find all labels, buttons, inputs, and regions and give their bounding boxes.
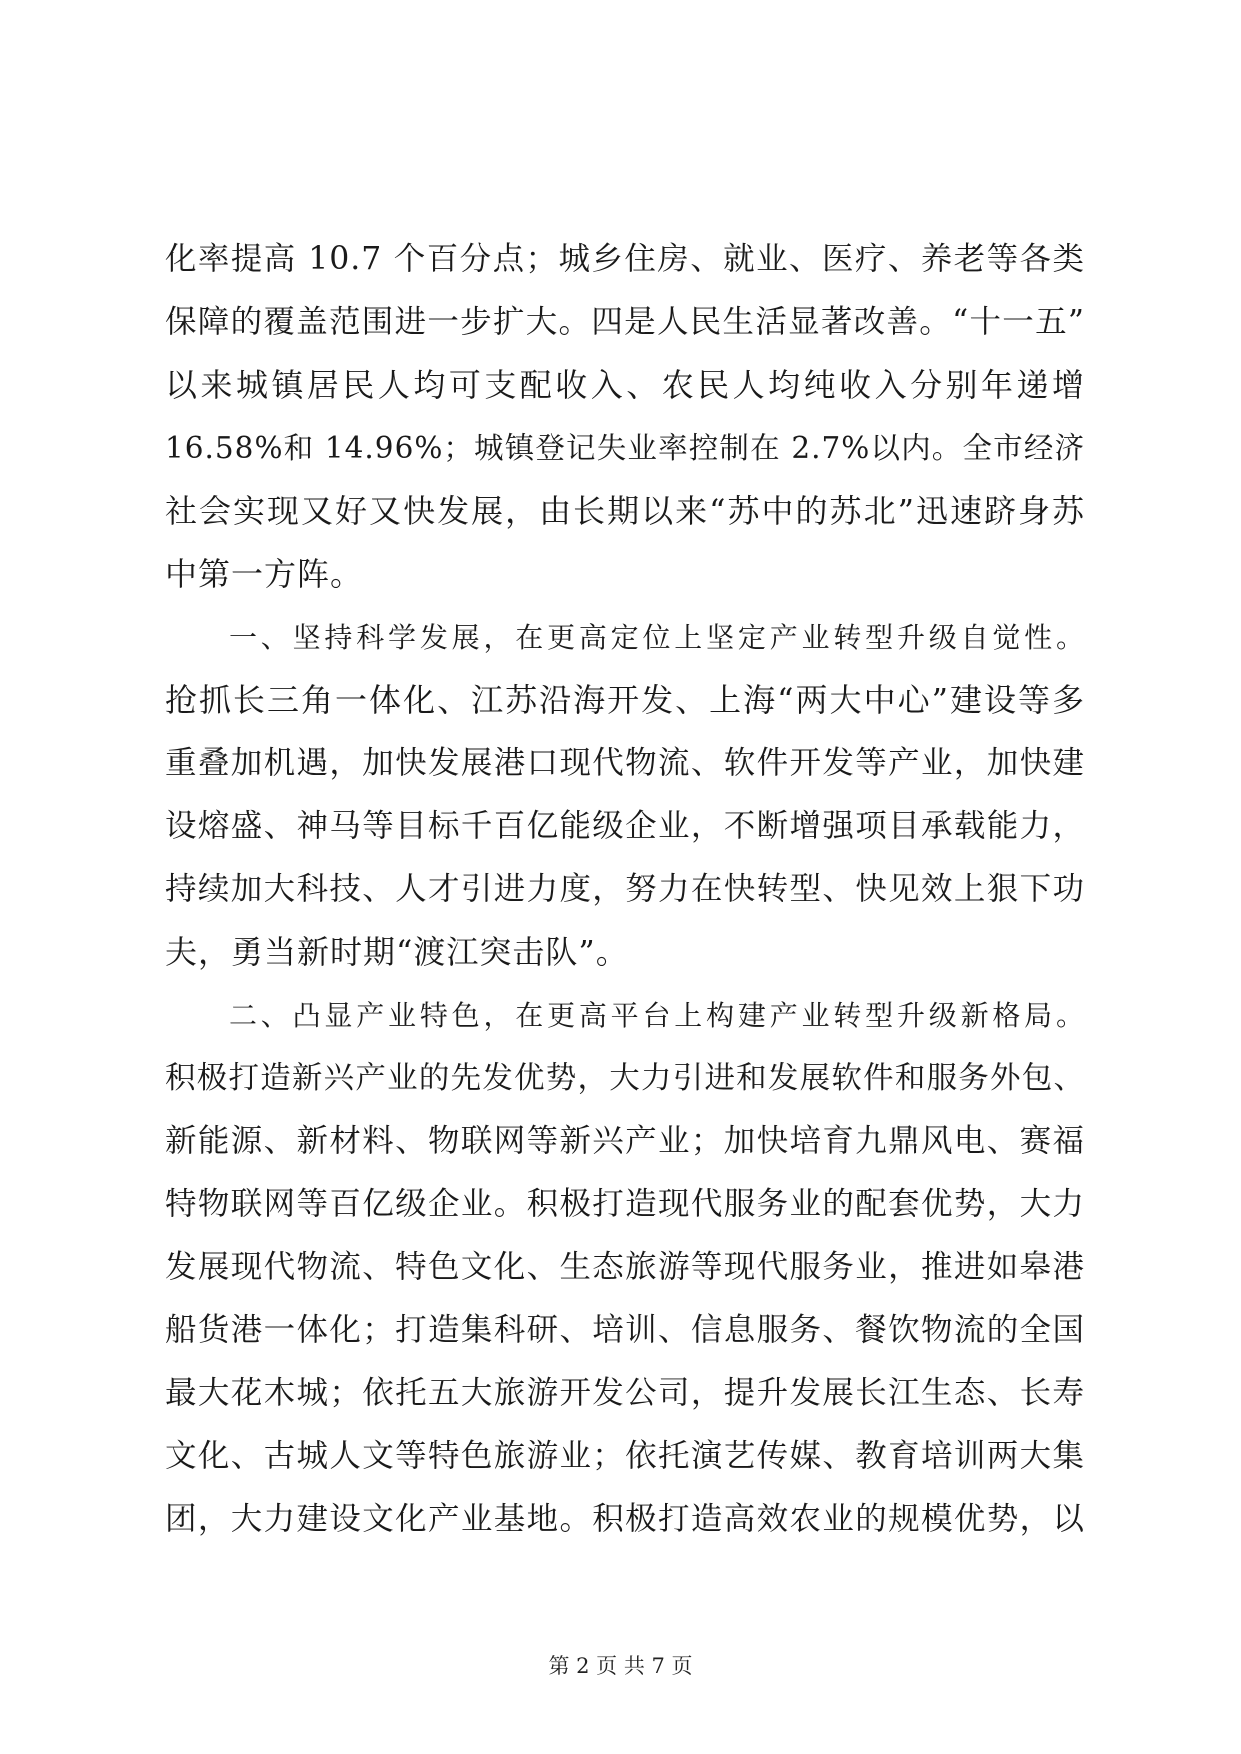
- text-line: 特物联网等百亿级企业。积极打造现代服务业的配套优势，大力: [165, 1186, 1085, 1222]
- text-line: 设熔盛、神马等目标千百亿能级企业，不断增强项目承载能力，: [165, 808, 1085, 844]
- text-line: 重叠加机遇，加快发展港口现代物流、软件开发等产业，加快建: [165, 745, 1085, 781]
- text-line: 保障的覆盖范围进一步扩大。四是人民生活显著改善。“十一五”: [165, 304, 1085, 340]
- section-heading-2: 二、凸显产业特色，在更高平台上构建产业转型升级新格局。: [229, 999, 1085, 1032]
- text-line: 文化、古城人文等特色旅游业；依托演艺传媒、教育培训两大集: [165, 1438, 1085, 1474]
- text-line: 团，大力建设文化产业基地。积极打造高效农业的规模优势，以: [165, 1501, 1085, 1537]
- text-line: 以来城镇居民人均可支配收入、农民人均纯收入分别年递增: [165, 366, 1085, 404]
- text-line: 持续加大科技、人才引进力度，努力在快转型、快见效上狠下功: [165, 871, 1085, 907]
- text-line: 发展现代物流、特色文化、生态旅游等现代服务业，推进如皋港: [165, 1249, 1085, 1285]
- text-line: 积极打造新兴产业的先发优势，大力引进和发展软件和服务外包、: [165, 1061, 1085, 1096]
- text-line: 抢抓长三角一体化、江苏沿海开发、上海“两大中心”建设等多: [165, 681, 1085, 719]
- text-line: 中第一方阵。: [165, 555, 364, 593]
- section-heading-1: 一、坚持科学发展，在更高定位上坚定产业转型升级自觉性。: [229, 621, 1085, 654]
- text-line: 新能源、新材料、物联网等新兴产业；加快培育九鼎风电、赛福: [165, 1123, 1085, 1159]
- text-line: 船货港一体化；打造集科研、培训、信息服务、餐饮物流的全国: [165, 1312, 1085, 1348]
- text-line: 社会实现又好又快发展，由长期以来“苏中的苏北”迅速跻身苏: [165, 492, 1085, 530]
- text-line: 夫，勇当新时期“渡江突击队”。: [165, 933, 629, 971]
- text-line: 16.58%和 14.96%；城镇登记失业率控制在 2.7%以内。全市经济: [165, 431, 1085, 465]
- text-line: 化率提高 10.7 个百分点；城乡住房、就业、医疗、养老等各类: [165, 241, 1085, 277]
- page-number-footer: 第 2 页 共 7 页: [548, 1654, 693, 1678]
- text-line: 最大花木城；依托五大旅游开发公司，提升发展长江生态、长寿: [165, 1375, 1085, 1411]
- body-text: [165, 228, 1085, 1551]
